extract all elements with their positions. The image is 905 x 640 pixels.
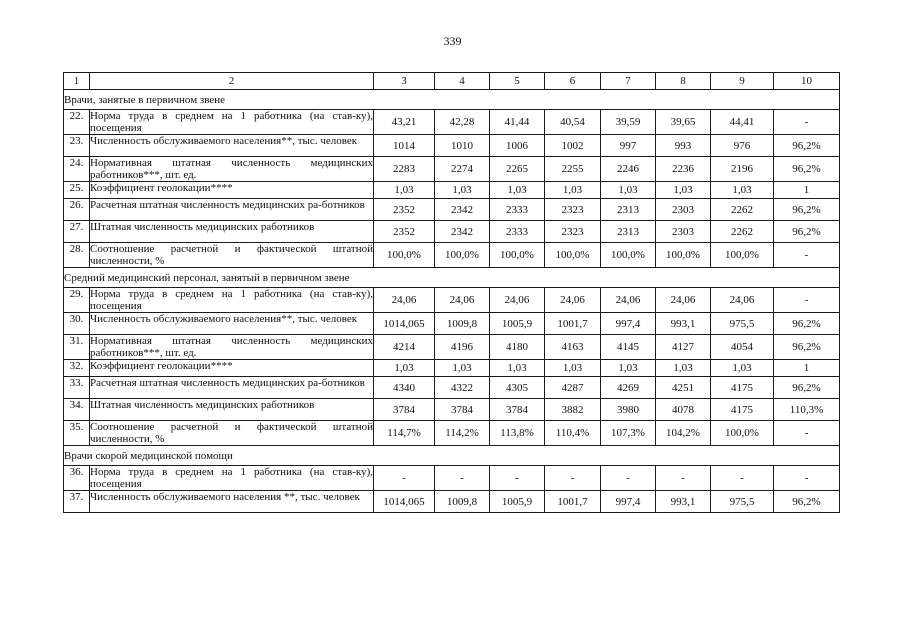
value-cell: 24,06 [490,288,545,313]
value-cell: 4054 [711,335,774,360]
value-cell: 110,4% [545,421,601,446]
value-cell: 2313 [601,221,656,243]
row-number: 36. [64,466,90,491]
header-cell: 3 [374,73,435,90]
value-cell: 975,5 [711,313,774,335]
value-cell: 1,03 [490,182,545,199]
value-cell: 2313 [601,199,656,221]
section-title: Врачи скорой медицинской помощи [64,446,840,466]
header-cell: 8 [656,73,711,90]
value-cell: 43,21 [374,110,435,135]
table-row [64,491,840,513]
section-row [64,90,840,110]
value-cell: 24,06 [711,288,774,313]
section-title: Средний медицинский персонал, занятый в первичном звене [64,268,840,288]
value-cell: 39,59 [601,110,656,135]
table-row [64,288,840,313]
value-cell: 4145 [601,335,656,360]
table-row [64,313,840,335]
value-cell: - [490,466,545,491]
value-cell: 100,0% [601,243,656,268]
header-cell: 1 [64,73,90,90]
value-cell: 2246 [601,157,656,182]
value-cell: 107,3% [601,421,656,446]
value-cell: 4305 [490,377,545,399]
value-cell: 1006 [490,135,545,157]
value-cell: 1,03 [490,360,545,377]
table-row [64,360,840,377]
value-cell: 4214 [374,335,435,360]
value-cell: 997 [601,135,656,157]
value-cell: 4127 [656,335,711,360]
value-cell: 997,4 [601,313,656,335]
section-title: Врачи, занятые в первичном звене [64,90,840,110]
table-row [64,399,840,421]
row-label: Соотношение расчетной и фактической штатной численности, % [90,243,373,267]
table-row [64,243,840,268]
value-cell: 4078 [656,399,711,421]
value-cell: 3784 [435,399,490,421]
value-cell: 2283 [374,157,435,182]
header-cell: 2 [90,73,374,90]
row-label: Расчетная штатная численность медицинских ра-ботников [90,377,374,399]
value-cell: 2303 [656,221,711,243]
value-cell: 24,06 [545,288,601,313]
value-cell: - [774,243,840,268]
value-cell: 1,03 [435,182,490,199]
row-label: Расчетная штатная численность медицинских ра-ботников [90,199,374,221]
row-number: 28. [64,243,90,268]
value-cell: 2274 [435,157,490,182]
value-cell: 96,2% [774,199,840,221]
table-row [64,199,840,221]
value-cell: 1009,8 [435,491,490,513]
row-label: Норма труда в среднем на 1 работника (на став-ку), посещения [90,110,373,134]
value-cell: 96,2% [774,313,840,335]
value-cell: 2303 [656,199,711,221]
value-cell: 1010 [435,135,490,157]
value-cell: 997,4 [601,491,656,513]
value-cell: 1009,8 [435,313,490,335]
value-cell: 1,03 [545,182,601,199]
value-cell: 3784 [490,399,545,421]
table-row [64,182,840,199]
value-cell: 1014,065 [374,313,435,335]
value-cell: 114,2% [435,421,490,446]
value-cell: 2342 [435,199,490,221]
row-number: 23. [64,135,90,157]
value-cell: 2196 [711,157,774,182]
value-cell: 1,03 [435,360,490,377]
value-cell: 1 [774,182,840,199]
value-cell: - [374,466,435,491]
value-cell: 2323 [545,199,601,221]
value-cell: - [545,466,601,491]
section-row [64,268,840,288]
value-cell: 44,41 [711,110,774,135]
value-cell: 96,2% [774,157,840,182]
value-cell: - [774,466,840,491]
row-number: 29. [64,288,90,313]
value-cell: 1014,065 [374,491,435,513]
value-cell: 100,0% [374,243,435,268]
value-cell: 993,1 [656,313,711,335]
value-cell: 2262 [711,199,774,221]
value-cell: 3882 [545,399,601,421]
value-cell: 4196 [435,335,490,360]
value-cell: 2236 [656,157,711,182]
row-number: 25. [64,182,90,199]
value-cell: 96,2% [774,335,840,360]
table-row [64,377,840,399]
value-cell: 110,3% [774,399,840,421]
value-cell: 96,2% [774,491,840,513]
header-cell: 7 [601,73,656,90]
value-cell: 2342 [435,221,490,243]
value-cell: - [774,110,840,135]
value-cell: 993,1 [656,491,711,513]
value-cell: - [656,466,711,491]
value-cell: - [774,421,840,446]
row-label: Численность обслуживаемого населения**, тыс. человек [90,135,374,157]
value-cell: 42,28 [435,110,490,135]
table-row [64,335,840,360]
value-cell: 96,2% [774,135,840,157]
value-cell: 993 [656,135,711,157]
row-label: Численность обслуживаемого населения**, тыс. человек [90,313,374,335]
row-number: 30. [64,313,90,335]
row-label: Коэффициент геолокации**** [90,360,374,377]
row-label: Штатная численность медицинских работников [90,221,374,243]
row-number: 22. [64,110,90,135]
row-label: Нормативная штатная численность медицинских работников***, шт. ед. [90,335,373,359]
row-number: 31. [64,335,90,360]
value-cell: 3980 [601,399,656,421]
page-number: 339 [443,34,462,48]
value-cell: 100,0% [711,421,774,446]
value-cell: 100,0% [711,243,774,268]
row-number: 24. [64,157,90,182]
value-cell: 1,03 [545,360,601,377]
value-cell: 4340 [374,377,435,399]
value-cell: 1,03 [601,182,656,199]
value-cell: - [774,288,840,313]
value-cell: 4163 [545,335,601,360]
value-cell: - [711,466,774,491]
value-cell: 1,03 [374,360,435,377]
value-cell: 975,5 [711,491,774,513]
value-cell: 1,03 [711,360,774,377]
section-row [64,446,840,466]
value-cell: - [435,466,490,491]
value-cell: 1001,7 [545,491,601,513]
row-number: 37. [64,491,90,513]
header-cell: 4 [435,73,490,90]
row-number: 32. [64,360,90,377]
data-table [63,72,840,513]
row-number: 27. [64,221,90,243]
value-cell: 113,8% [490,421,545,446]
value-cell: 24,06 [601,288,656,313]
row-number: 35. [64,421,90,446]
value-cell: 2262 [711,221,774,243]
header-cell: 9 [711,73,774,90]
value-cell: 1005,9 [490,313,545,335]
header-cell: 6 [545,73,601,90]
table-row [64,110,840,135]
row-label: Нормативная штатная численность медицинских работников***, шт. ед. [90,157,373,181]
value-cell: 4175 [711,399,774,421]
value-cell: 4251 [656,377,711,399]
value-cell: 2323 [545,221,601,243]
row-label: Штатная численность медицинских работников [90,399,374,421]
value-cell: 1014 [374,135,435,157]
value-cell: 1005,9 [490,491,545,513]
value-cell: 1,03 [711,182,774,199]
header-cell: 5 [490,73,545,90]
value-cell: 1,03 [601,360,656,377]
value-cell: 41,44 [490,110,545,135]
table-row [64,421,840,446]
value-cell: 2352 [374,199,435,221]
row-number: 33. [64,377,90,399]
table-row [64,157,840,182]
value-cell: 104,2% [656,421,711,446]
row-label: Соотношение расчетной и фактической штатной численности, % [90,421,373,445]
value-cell: 4287 [545,377,601,399]
value-cell: 39,65 [656,110,711,135]
value-cell: 1,03 [374,182,435,199]
value-cell: 96,2% [774,221,840,243]
value-cell: 2333 [490,199,545,221]
value-cell: 100,0% [656,243,711,268]
header-cell: 10 [774,73,840,90]
row-label: Норма труда в среднем на 1 работника (на став-ку), посещения [90,288,373,312]
value-cell: 1 [774,360,840,377]
value-cell: 24,06 [656,288,711,313]
table-row [64,221,840,243]
value-cell: 100,0% [490,243,545,268]
value-cell: - [601,466,656,491]
table-row [64,466,840,491]
row-label: Численность обслуживаемого населения **, тыс. человек [90,491,374,513]
table-row [64,135,840,157]
value-cell: 4175 [711,377,774,399]
value-cell: 4322 [435,377,490,399]
value-cell: 1002 [545,135,601,157]
value-cell: 96,2% [774,377,840,399]
value-cell: 100,0% [545,243,601,268]
value-cell: 2352 [374,221,435,243]
value-cell: 40,54 [545,110,601,135]
value-cell: 4180 [490,335,545,360]
value-cell: 2265 [490,157,545,182]
value-cell: 2333 [490,221,545,243]
value-cell: 3784 [374,399,435,421]
row-number: 34. [64,399,90,421]
value-cell: 114,7% [374,421,435,446]
value-cell: 1,03 [656,360,711,377]
value-cell: 100,0% [435,243,490,268]
value-cell: 1,03 [656,182,711,199]
row-number: 26. [64,199,90,221]
header-row [64,73,840,90]
value-cell: 1001,7 [545,313,601,335]
value-cell: 2255 [545,157,601,182]
value-cell: 24,06 [374,288,435,313]
row-label: Коэффициент геолокации**** [90,182,374,199]
value-cell: 976 [711,135,774,157]
value-cell: 24,06 [435,288,490,313]
row-label: Норма труда в среднем на 1 работника (на став-ку), посещения [90,466,373,490]
value-cell: 4269 [601,377,656,399]
